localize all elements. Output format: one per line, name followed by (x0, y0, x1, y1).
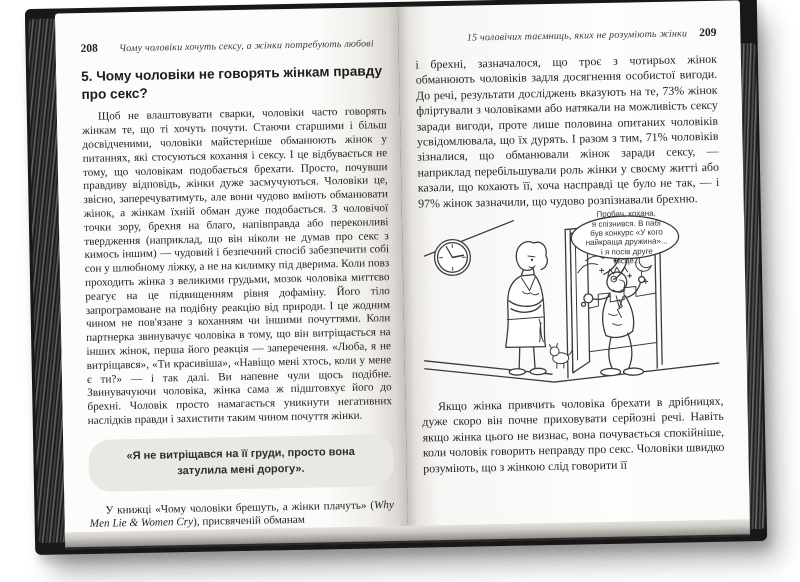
open-book (25, 0, 767, 555)
star-icon (600, 268, 604, 272)
pull-quote-text: «Я не витріщався на її груди, просто вона затулила мені дорогу». (126, 445, 355, 477)
left-running-head (80, 37, 385, 55)
left-paragraph-2-end: ), присвяченій обманам (192, 514, 305, 529)
star-icon (628, 274, 632, 278)
right-paragraph-1: і брехні, зазначалося, що троє з чотирьох жінок обманюють чоловіків задля досягнення особистої вигоди. До речі, результати досліджень вказують на те, 73% жінок фліртували з чоловіками або натякали на можливість сексу заради вигоди, проте лише половина опитаних чоловіків усвідомлювала, що їх дурять. І разом з тим, 71% чоловіків зізналися, що обманювали жінок заради сексу, — наприклад перебільшували роль жінки у своєму житті або казали, що кохають її, хоча насправді це було не так, — і 97% жінок зазначили, що чудово розпізнавали брехню. (415, 51, 720, 211)
dog-figure (550, 343, 573, 368)
right-running-title: 15 чоловічих таємниць, яких не розуміють жінки (466, 28, 688, 44)
left-paragraph-1: Щоб не влаштовувати сварки, чоловіки часто говорять жінкам те, що ті хочуть почути. Стаючи старшими і більш досвідченими, чоловіки майстерніше обманюють жінок у питаннях, які стосуються кохання і сексу. І це відбувається не тому, що чоловікам подобається брехати. Просто, почувши правдиву відповідь, жінки дуже засмучуються. Чоловіки це, звісно, заперечуватимуть, але вони чудово вміють обманювати жінок, а жінкам їхній обман дуже подобається. З чоловічої точки зору, брехня на благо, напівправда або переконливі твердження (наприклад, що він ніколи не думав про секс з кимось іншим) — чудовий і безпечний спосіб забезпечити собі сон у шлюбному ліжку, а не на килимку під дверима. Коли повз проходить жінка з великими грудьми, мозок чоловіка миттєво реагує на це підвищенням рівня дофаміну. Його тіло запрограмоване на подібну реакцію від природи. І це жодним чином не пов'язане з коханням чи іншими почуттями. Коли партнерка звинувачує чоловіка в тому, що він витріщається на інших жінок, перша його реакція — заперечення. «Люба, я не витріщався», «Ти красивіша», «Навіщо мені хтось, коли у мене є ти?» — і так далі. Ви напевне чули щось подібне. Звинувачуючи чоловіка, жінка сама ж підштовхує його до брехні. Чоловік просто намагається уникнути негативних наслідків правди і захистити таким чином почуття жінки. (82, 105, 393, 427)
left-running-title: Чому чоловіки хочуть сексу, а жінки потребують любові (119, 38, 374, 55)
woman-figure (504, 241, 550, 375)
left-paragraph-2-start: У книжці «Чому чоловіки брешуть, а жінки плачуть» ( (105, 499, 375, 517)
right-page (397, 0, 749, 525)
section-heading: 5. Чому чоловіки не говорять жінкам правду про секс? (80, 63, 383, 103)
book-title-english: Why Men Lie & Women Cry (89, 498, 395, 531)
cartoon-illustration (420, 208, 721, 391)
right-page-number: 209 (699, 26, 717, 40)
left-paragraph-2 (89, 499, 394, 532)
page-spread (55, 0, 750, 532)
right-running-head (415, 27, 717, 45)
pull-quote-box (88, 434, 393, 492)
speech-bubble-text: Пробач, кохана, я спізнився. В пабі був конкурс «У кого найкраща дружина»... і я посів друге місце... (585, 208, 668, 266)
left-page (55, 7, 407, 532)
left-page-number: 208 (80, 42, 98, 56)
clock-icon (434, 239, 470, 275)
right-paragraph-2: Якщо жінка привчить чоловіка брехати в дрібницях, дуже скоро він почне приховувати серйозні речі. Навіть якщо жінка цього не визнає, вона почувається спокійніше, коли чоловік говорить неправду про секс. Чоловіки швидко розуміють, що з жінкою слід говорити її (422, 393, 725, 476)
